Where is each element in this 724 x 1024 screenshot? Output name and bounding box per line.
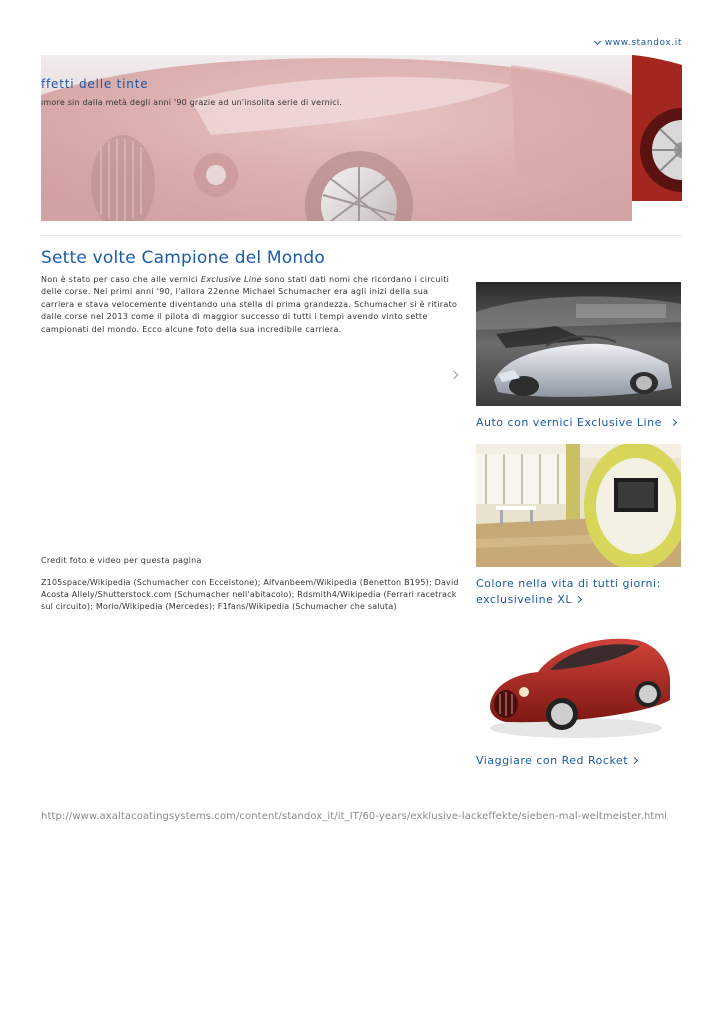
silver-convertible-photo[interactable] [476, 282, 681, 406]
interior-room-photo[interactable] [476, 444, 681, 567]
chevron-right-icon[interactable] [450, 371, 458, 379]
section-divider [41, 235, 682, 236]
card-label-red-rocket: Viaggiare con Red Rocket [476, 754, 629, 767]
card-label-exclusiveline-xl: Colore nella vita di tutti giorni: exclusiveline XL [476, 577, 661, 606]
page-title: Sette volte Campione del Mondo [41, 248, 325, 268]
hero-subtitle: ımore sin dalla metà degli anni '90 grazie ad un'insolita serie di vernici. [41, 98, 343, 107]
site-link[interactable] [595, 38, 682, 48]
hero-title[interactable]: ffetti delle tinte [41, 77, 149, 91]
intro-text-end: sono stati dati nomi che ricordano i circuiti delle corse. Nei primi anni '90, l'allora 22enne Michael Schumacher era agli inizi della sua carriera e stava velocemente diventando una stella di prima grandezza. Schumacher si è ritirato dalle corse nel 2013 come il pilota di maggior successo di tutti i tempi avendo vinto sette campionati del mondo. Ecco alcune foto della sua incredibile carriera. [41, 275, 458, 334]
card-link-red-rocket[interactable] [476, 753, 686, 769]
chevron-right-icon [631, 757, 638, 764]
chevron-right-icon [670, 419, 677, 426]
card-link-exclusive-line[interactable] [476, 415, 686, 431]
site-link-label: www.standox.it [604, 38, 682, 48]
hero-banner[interactable] [41, 55, 682, 221]
intro-paragraph [41, 274, 461, 336]
chevron-right-icon [575, 596, 582, 603]
intro-emphasis: Exclusive Line [200, 275, 262, 284]
intro-text-start: Non è stato per caso che alle vernici [41, 275, 201, 284]
chevron-down-icon [594, 38, 601, 45]
red-coupe-photo[interactable] [476, 622, 681, 744]
credits-text: Z105space/Wikipedia (Schumacher con Eccelstone); Alfvanbeem/Wikipedia (Benetton B195); David Acosta Allely/Shutterstock.com (Schumacher nell'abitacolo); Rdsmith4/Wikipedia (Ferrari racetrack sul circuito); Morio/Wikipedia (Mercedes); F1fans/Wikipedia (Schumacher che saluta) [41, 578, 459, 611]
card-link-exclusiveline-xl[interactable] [476, 576, 686, 608]
card-label-exclusive-line: Auto con vernici Exclusive Line [476, 416, 662, 429]
credits-heading: Credit foto e video per questa pagina [41, 556, 202, 565]
footer-url: http://www.axaltacoatingsystems.com/content/standox_it/it_IT/60-years/exklusive-lackeffekte/sieben-mal-weltmeister.html [41, 811, 668, 822]
